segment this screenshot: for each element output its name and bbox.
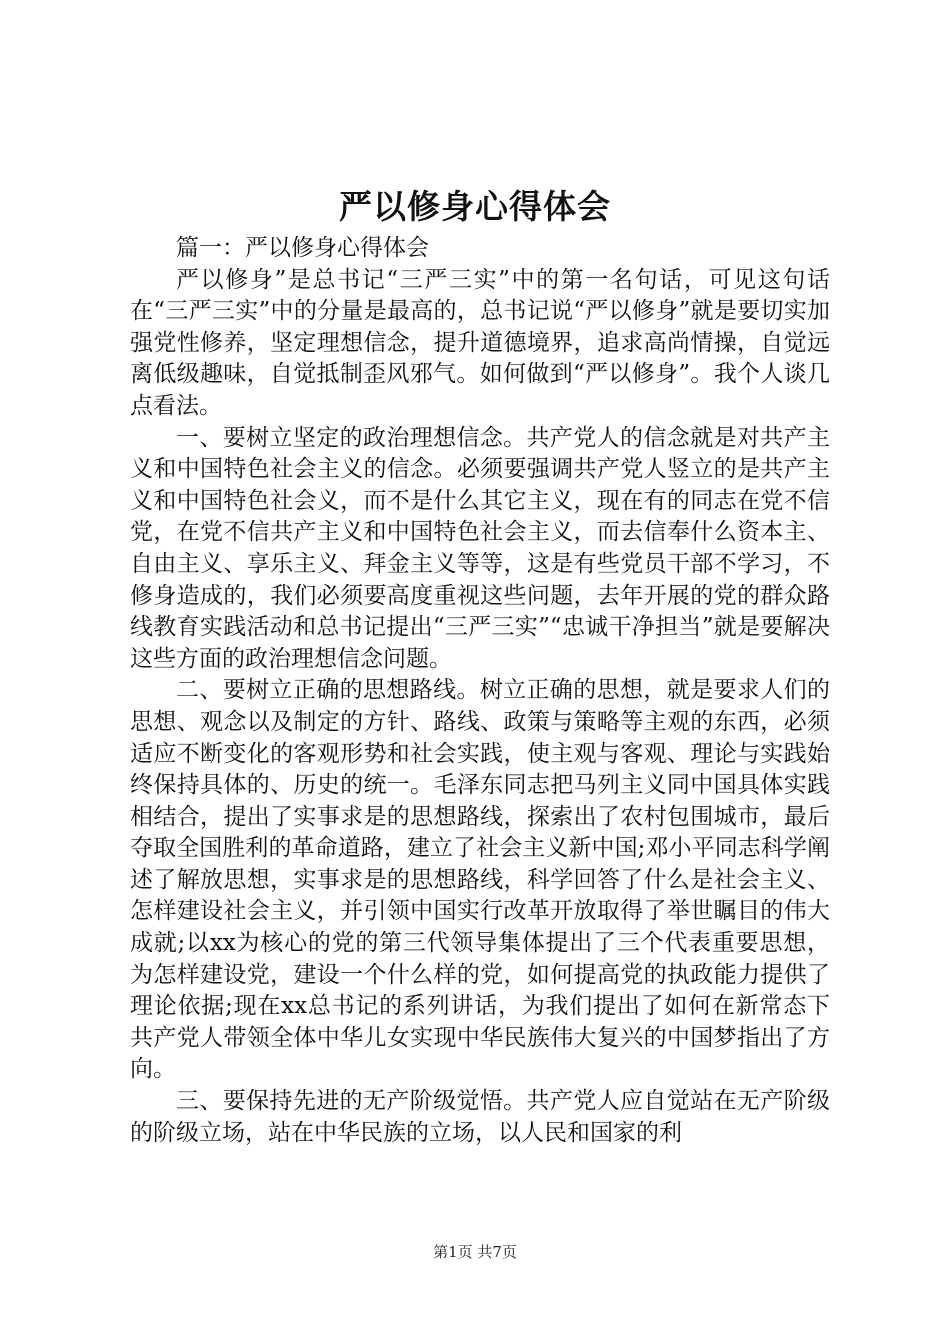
document-title: 严以修身心得体会 xyxy=(339,187,611,226)
point-two-paragraph: 二、要树立正确的思想路线。树立正确的思想，就是要求人们的思想、观念以及制定的方针、路线、政策与策略等主观的东西，必须适应不断变化的客观形势和社会实践，使主观与客观、理论与实践始终保持具体的、历史的统一。毛泽东同志把马列主义同中国具体实践相结合，提出了实事求是的思想路线，探索出了农村包围城市，最后夺取全国胜利的革命道路，建立了社会主义新中国;邓小平同志科学阐述了解放思想，实事求是的思想路线，科学回答了什么是社会主义、怎样建设社会主义，并引领中国实行改革开放取得了举世瞩目的伟大成就;以xx为核心的党的第三代领导集体提出了三个代表重要思想，为怎样建设党，建设一个什么样的党，如何提高党的执政能力提供了理论依据;现在xx总书记的系列讲话，为我们提出了如何在新常态下共产党人带领全体中华儿女实现中华民族伟大复兴的中国梦指出了方向。 xyxy=(130,677,830,1083)
page-number-footer: 第1页 共7页 xyxy=(433,1243,517,1261)
document-body xyxy=(130,233,830,1149)
intro-paragraph: 严以修身”是总书记“三严三实”中的第一名句话，可见这句话在“三严三实”中的分量是最高的，总书记说“严以修身”就是要切实加强党性修养，坚定理想信念，提升道德境界，追求高尚情操，自觉远离低级趣味，自觉抵制歪风邪气。如何做到“严以修身”。我个人谈几点看法。 xyxy=(130,266,830,419)
section-heading-paragraph: 篇一：严以修身心得体会 xyxy=(176,235,429,261)
point-three-paragraph: 三、要保持先进的无产阶级觉悟。共产党人应自觉站在无产阶级的阶级立场，站在中华民族的立场，以人民和国家的利 xyxy=(130,1088,830,1146)
point-one-paragraph: 一、要树立坚定的政治理想信念。共产党人的信念就是对共产主义和中国特色社会主义的信念。必须要强调共产党人竖立的是共产主义和中国特色社会义，而不是什么其它主义，现在有的同志在党不信党，在党不信共产主义和中国特色社会主义，而去信奉什么资本主、自由主义、享乐主义、拜金主义等等，这是有些党员干部不学习，不修身造成的，我们必须要高度重视这些问题，去年开展的党的群众路线教育实践活动和总书记提出“三严三实”“忠诚干净担当”就是要解决这些方面的政治理想信念问题。 xyxy=(130,424,830,672)
